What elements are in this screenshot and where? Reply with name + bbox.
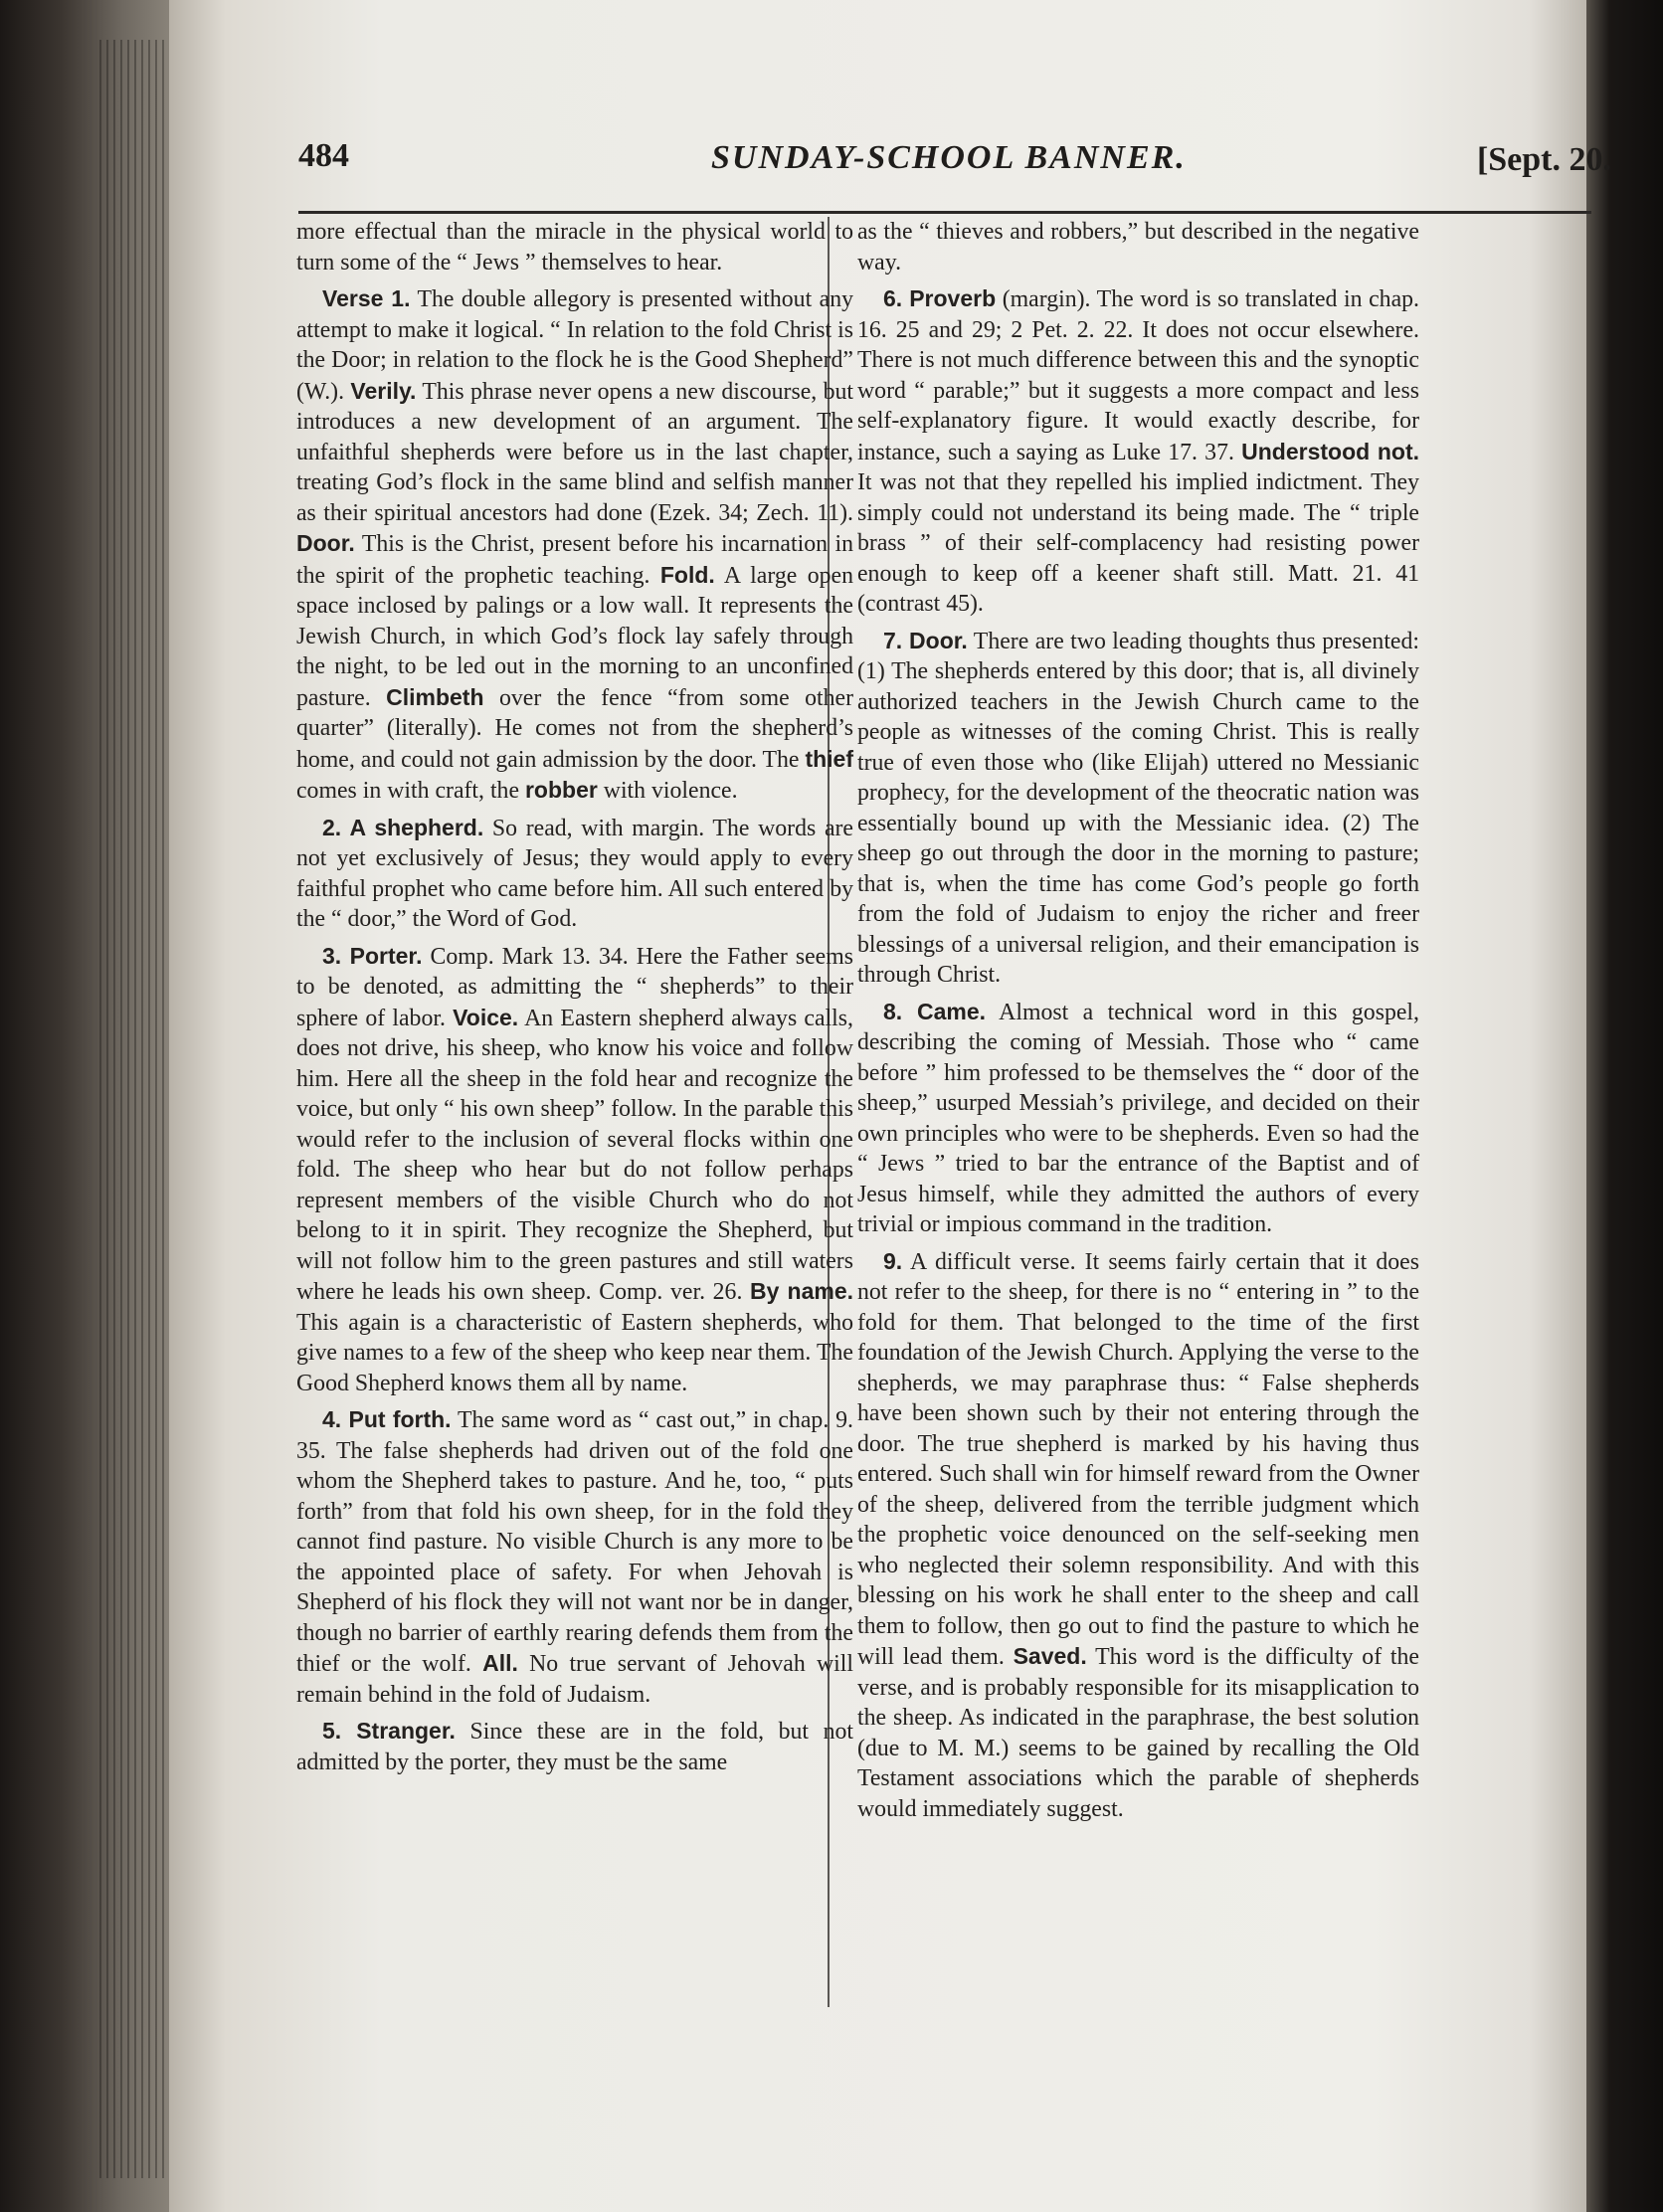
paragraph: 7. Door. There are two leading thoughts thus presented: (1) The shepherds entered by this door; that is, all divinely authorized teachers in the Jewish Church came to the people as witnesses of the coming Christ. This is really true of even those who (like Elijah) uttered no Messianic prophecy, for the development of the theocratic nation was essentially bound up with the Messianic idea. (2) The sheep go out through the door in the morning to pasture; that is, when the time has come God’s people go forth from the fold of Judaism to enjoy the richer and freer blessings of a universal religion, and their emancipation is through Christ. (857, 627, 1420, 988)
paragraph: 2. A shepherd. So read, with margin. The words are not yet exclusively of Jesus; they would apply to every faithful prophet who came before him. All such entered by the “ door,” the Word of God. (296, 814, 853, 932)
left-column (296, 217, 853, 1783)
page-edges (99, 40, 169, 2178)
verse-keyword: 7. Door. (883, 627, 968, 653)
verse-keyword: 3. Porter. (322, 942, 423, 969)
issue-date: [Sept. 20. (1476, 141, 1611, 178)
verse-keyword: All. (482, 1650, 518, 1676)
verse-keyword: 9. (883, 1247, 903, 1274)
verse-keyword: Voice. (453, 1004, 519, 1030)
verse-keyword: 8. Came. (883, 998, 987, 1024)
running-header (298, 137, 1611, 197)
paragraph: 6. Proverb (margin). The word is so translated in chap. 16. 25 and 29; 2 Pet. 2. 22. It does not occur elsewhere. There is not much difference between this and the synoptic word “ parable;” but it suggests a more compact and less self-explanatory figure. It would exactly describe, for instance, such a saying as Luke 17. 37. Understood not. It was not that they repelled his implied indictment. They simply could not understand its being made. The “ triple brass ” of their self-complacency had resisting power enough to keep off a keener shaft still. Matt. 21. 41 (contrast 45). (857, 285, 1419, 617)
verse-keyword: Verse 1. (322, 285, 411, 311)
verse-keyword: Understood not. (1241, 438, 1419, 464)
verse-keyword: Fold. (659, 561, 715, 588)
paragraph: 8. Came. Almost a technical word in this gospel, describing the coming of Messiah. Those who “ came before ” him professed to be themselves the “ door of the sheep,” usurped Messiah’s privilege, and decided on their own principles who were to be shepherds. Even so had the “ Jews ” tried to bar the entrance of the Baptist and of Jesus himself, while they admitted the authors of every trivial or impious command in the tradition. (857, 998, 1419, 1237)
header-rule (298, 211, 1591, 214)
verse-keyword: 6. Proverb (883, 285, 997, 311)
paragraph: more effectual than the miracle in the physical world to turn some of the “ Jews ” themselves to hear. (296, 219, 853, 276)
verse-keyword: Climbeth (386, 683, 484, 710)
right-column (857, 217, 1419, 1830)
verse-keyword: Saved. (1013, 1643, 1087, 1669)
paragraph: as the “ thieves and robbers,” but described in the negative way. (857, 219, 1419, 276)
verse-keyword: 5. Stranger. (322, 1718, 456, 1744)
verse-keyword: Door. (296, 530, 355, 556)
paragraph: 5. Stranger. Since these are in the fold, but not admitted by the porter, they must be the same (296, 1718, 853, 1775)
facing-page-edge (1586, 0, 1663, 2212)
paragraph: Verse 1. The double allegory is presented without any attempt to make it logical. “ In relation to the fold Christ is the Door; in relation to the flock he is the Good Shepherd” (W.). Verily. This phrase never opens a new discourse, but introduces a new development of an argument. The unfaithful shepherds were before us in the last chapter, treating God’s flock in the same blind and selfish manner as their spiritual ancestors had done (Ezek. 34; Zech. 11). Door. This is the Christ, present before his incarnation in the spirit of the prophetic teaching. Fold. A large open space inclosed by palings or a low wall. It represents the Jewish Church, in which God’s flock lay safely through the night, to be led out in the morning to an unconfined pasture. Climbeth over the fence “from some other quarter” (literally). He comes not from the shepherd’s home, and could not gain admission by the door. The thief comes in with craft, the robber with violence. (296, 285, 853, 804)
paragraph: 3. Porter. Comp. Mark 13. 34. Here the Father seems to be denoted, as admitting the “ shepherds” to their sphere of labor. Voice. An Eastern shepherd always calls, does not drive, his sheep, who know his voice and follow him. Here all the sheep in the fold hear and recognize the voice, but only “ his own sheep” follow. In the parable this would refer to the inclusion of several flocks within one fold. The sheep who hear but do not follow perhaps represent members of the visible Church who do not belong to it in spirit. They recognize the Shepherd, but will not follow him to the green pastures and still waters where he leads his own sheep. Comp. ver. 26. By name. This again is a characteristic of Eastern shepherds, who give names to a few of the sheep who keep near them. The Good Shepherd knows them all by name. (296, 942, 854, 1396)
book-page (169, 0, 1611, 2212)
book-spine (0, 0, 174, 2212)
verse-keyword: 2. A shepherd. (322, 814, 484, 840)
verse-keyword: 4. Put forth. (322, 1406, 452, 1432)
verse-keyword: Verily. (350, 377, 417, 404)
verse-keyword: By name. (750, 1278, 854, 1304)
journal-title: SUNDAY-SCHOOL BANNER. (711, 139, 1187, 176)
paragraph: 9. A difficult verse. It seems fairly certain that it does not refer to the sheep, for there is no “ entering in ” to the fold for them. That belonged to the time of the first foundation of the Jewish Church. Applying the verse to the shepherds, we may paraphrase thus: “ False shepherds have been shown such by their not entering through the door. The true shepherd is marked by his having thus entered. Such shall win for himself reward from the Owner of the sheep, delivered from the terrible judgment which the prophetic voice denounced on the self-seeking men who neglected their solemn responsibility. And with this blessing on his work he shall enter to the sheep and call them to follow, then go out to find the pasture to which he will lead them. Saved. This word is the difficulty of the verse, and is probably responsible for its misapplication to the sheep. As indicated in the paraphrase, the best solution (due to M. M.) seems to be gained by recalling the Old Testament associations which the parable of shepherds would immediately suggest. (857, 1247, 1419, 1822)
paragraph: 4. Put forth. The same word as “ cast out,” in chap. 9. 35. The false shepherds had driven out of the fold one whom the Shepherd takes to pasture. And he, too, “ puts forth” from that fold his own sheep, for in the fold they cannot find pasture. No visible Church is any more to be the appointed place of safety. For when Jehovah is Shepherd of his flock they will not want nor be in danger, though no barrier of earthly rearing defends them from the thief or the wolf. All. No true servant of Jehovah will remain behind in the fold of Judaism. (296, 1406, 853, 1708)
page-number: 484 (298, 137, 349, 174)
verse-keyword: thief (805, 745, 853, 772)
verse-keyword: robber (524, 777, 598, 803)
